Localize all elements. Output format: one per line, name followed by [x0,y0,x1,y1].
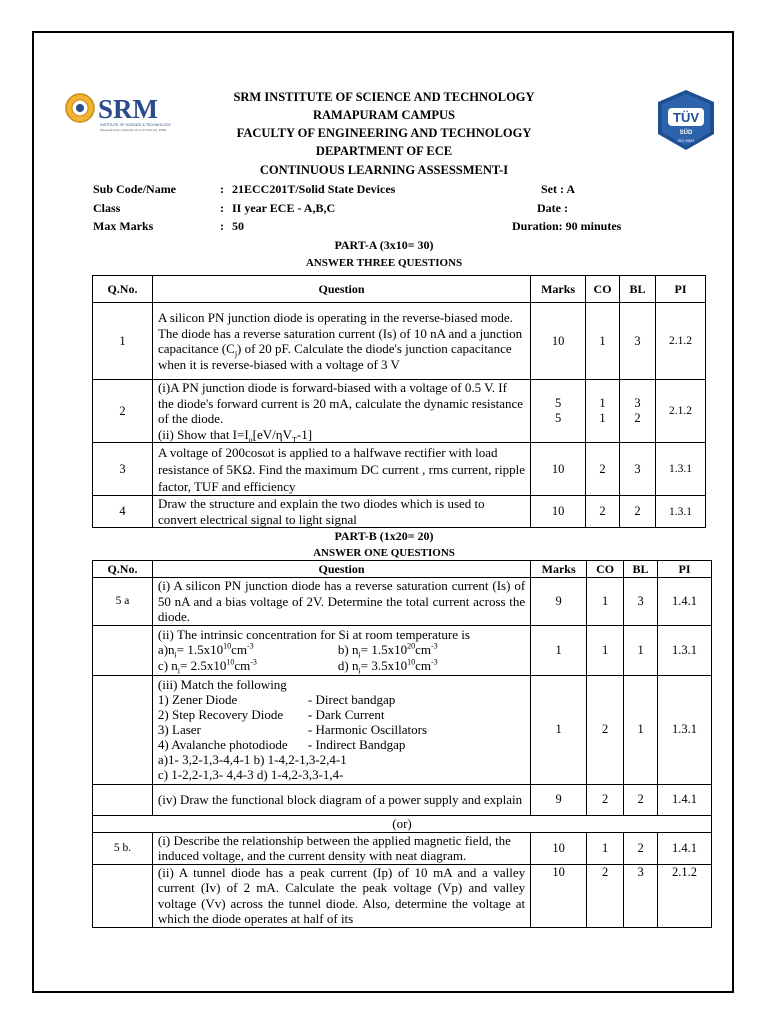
option-c [158,658,338,674]
header-marks: Marks [531,276,586,303]
class-value: II year ECE - A,B,C [232,201,336,215]
text-part: cm [234,657,251,673]
subscript: i [174,650,177,660]
table-header-row [93,561,712,578]
svg-text:(Deemed to be University u/s 3: (Deemed to be University u/s 3 of UGC Act, 1956) [100,128,167,132]
option-row [158,658,525,674]
superscript: 20 [407,641,416,651]
subscript: j [234,349,238,359]
co-cell: 1 [587,832,624,864]
class-colon: : [220,201,224,215]
table-row [93,380,706,443]
institute-name: SRM INSTITUTE OF SCIENCE AND TECHNOLOGY [233,90,535,104]
table-row [93,675,712,784]
match-left: 3) Laser [157,722,201,737]
co-cell [586,380,620,443]
question-cell [152,675,530,784]
part-b-table [92,560,712,928]
faculty-name: FACULTY OF ENGINEERING AND TECHNOLOGY [236,126,532,140]
marks-colon: : [220,219,224,233]
qno-cell: 5 b. [93,832,153,864]
match-right: - Indirect Bandgap [307,737,406,752]
header-marks: Marks [531,561,587,578]
bl-cell: 3 [620,303,656,380]
marks-cell: 10 [531,496,586,528]
header-question: Question [152,561,530,578]
part-b-title: PART-B (1x20= 20) [334,529,434,543]
question-text: (ii) The intrinsic concentration for Si at room temperature is [157,626,470,642]
text-part: cm [415,642,431,658]
co-cell: 1 [587,578,624,626]
table-row [93,784,712,815]
qno-cell [93,675,153,784]
bl-cell: 3 [620,443,656,496]
pi-cell: 1.4.1 [658,578,712,626]
option-row: c) 1-2,2-1,3- 4,4-3 d) 1-4,2-3,3-1,4- [157,767,344,782]
co-cell: 2 [586,496,620,528]
pi-cell: 1.4.1 [658,832,712,864]
marks-label: Max Marks [93,219,154,233]
marks-cell: 10 [531,832,587,864]
question-cell [152,303,530,380]
marks-value: 5 [554,411,562,425]
svg-text:SRM: SRM [98,94,158,124]
table-row [93,496,706,528]
marks-cell: 10 [531,443,586,496]
campus-name: RAMAPURAM CAMPUS [313,108,455,122]
qno-cell [93,864,153,927]
bl-cell: 2 [620,496,656,528]
bl-cell: 2 [624,784,658,815]
question-text: (iii) Match the following [157,677,287,692]
option-d [338,658,438,674]
qno-cell: 1 [93,303,153,380]
pi-cell: 2.1.2 [656,380,706,443]
marks-cell: 1 [531,675,587,784]
pi-cell: 1.3.1 [656,496,706,528]
match-row [158,707,525,722]
department-name: DEPARTMENT OF ECE [315,144,453,158]
sub-label: Sub Code/Name [93,182,177,196]
svg-text:INSTITUTE OF SCIENCE & TECHNOL: INSTITUTE OF SCIENCE & TECHNOLOGY [100,123,172,127]
question-cell: Draw the structure and explain the two diodes which is used to convert electrical signal to light signal [152,496,530,528]
bl-cell [620,380,656,443]
text-part: [eV/ηV [252,426,292,442]
assessment-title: CONTINUOUS LEARNING ASSESSMENT-I [259,163,509,177]
bl-cell: 3 [624,864,658,927]
or-row [93,815,712,832]
marks-cell: 1 [531,625,587,675]
qno-cell [93,784,153,815]
text-part: d) n [337,657,359,673]
header-pi: PI [656,276,706,303]
bl-cell: 3 [624,578,658,626]
svg-text:ISO 9001: ISO 9001 [677,138,695,143]
option-b [338,642,438,658]
pi-cell: 1.3.1 [658,675,712,784]
question-cell: (ii) A tunnel diode has a peak current (Ip) of 10 mA and a valley current (Iv) of 2 mA. Calculate the peak voltage (Vp) and valley voltage (Vv) across the tunnel diode. Also, determine the voltage at which the diode operates at half of its [152,864,530,927]
co-cell: 1 [586,303,620,380]
part-a-instruction: ANSWER THREE QUESTIONS [305,257,463,269]
bl-cell: 2 [624,832,658,864]
pi-cell: 2.1.2 [658,864,712,927]
text-part: cm [415,657,431,673]
marks-cell: 10 [531,303,586,380]
part-a-title: PART-A (3x10= 30) [334,238,434,252]
pi-cell: 1.3.1 [656,443,706,496]
marks-value: 50 [232,219,244,233]
table-row [93,864,712,927]
question-cell: (i) A silicon PN junction diode has a reverse saturation current (Is) of 50 nA and a bias voltage of 2V. Determine the total current across the diode. [152,578,530,626]
qno-cell: 5 a [93,578,153,626]
class-label: Class [93,201,121,215]
pi-cell: 1.3.1 [658,625,712,675]
header-pi: PI [658,561,712,578]
text-part: a)n [157,642,175,658]
superscript: -3 [247,641,254,651]
svg-text:TÜV: TÜV [673,110,699,125]
question-text [158,427,525,443]
match-left: 1) Zener Diode [157,692,238,707]
header-co: CO [587,561,624,578]
header-qno: Q.No. [93,276,153,303]
qno-cell: 4 [93,496,153,528]
text-part: = 1.5x10 [176,642,224,658]
marks-cell: 10 [531,864,587,927]
header-bl: BL [624,561,658,578]
bl-value: 3 [634,396,641,410]
marks-cell [531,380,586,443]
superscript: 10 [226,657,235,667]
header-question: Question [152,276,530,303]
co-cell: 1 [587,625,624,675]
co-cell: 2 [587,784,624,815]
co-value: 1 [599,411,606,425]
bl-cell: 1 [624,625,658,675]
table-row [93,578,712,626]
match-right: - Harmonic Oscillators [307,722,428,737]
superscript: -3 [250,657,257,667]
question-text: ) of 20 pF. Calculate the diode's junction capacitance when it is reverse-biased with a voltage of 3 V [157,341,512,372]
pi-cell: 2.1.2 [656,303,706,380]
marks-cell: 9 [531,578,587,626]
sub-value: 21ECC201T/Solid State Devices [232,182,396,196]
text-part: = 2.5x10 [180,657,227,673]
text-part: = 1.5x10 [360,642,408,658]
option-row [158,642,525,658]
set-label: Set : A [541,182,575,196]
table-row [93,625,712,675]
question-cell: (iv) Draw the functional block diagram of a power supply and explain [152,784,530,815]
superscript: 10 [223,641,232,651]
match-row [158,722,525,737]
marks-cell: 9 [531,784,587,815]
subscript: i [358,650,361,660]
text-part: c) n [157,657,178,673]
table-header-row [93,276,706,303]
marks-value: 5 [554,396,562,410]
header-bl: BL [620,276,656,303]
part-a-table [92,275,706,528]
co-cell: 2 [586,443,620,496]
match-left: 4) Avalanche photodiode [157,737,288,752]
or-separator: (or) [93,815,712,832]
subscript: i [177,666,181,676]
text-part: cm [231,642,247,658]
superscript: -3 [430,657,438,667]
question-cell: A voltage of 200cosωt is applied to a halfwave rectifier with load resistance of 5KΩ. Find the maximum DC current , rms current, ripple factor, TUF and efficiency [152,443,530,496]
bl-value: 2 [634,411,641,425]
subscript: o [248,435,253,445]
co-cell: 2 [587,864,624,927]
option-a [158,642,338,658]
question-text: (i)A PN junction diode is forward-biased with a voltage of 0.5 V. If the diode's forward current is 20 mA, calculate the dynamic resistance of the diode. [157,380,524,426]
bl-cell: 1 [624,675,658,784]
match-left: 2) Step Recovery Diode [157,707,284,722]
part-b-instruction: ANSWER ONE QUESTIONS [313,547,455,559]
co-cell: 2 [587,675,624,784]
superscript: -3 [430,641,438,651]
header-qno: Q.No. [93,561,153,578]
option-row: a)1- 3,2-1,3-4,4-1 b) 1-4,2-1,3-2,4-1 [157,752,347,767]
table-row [93,443,706,496]
pi-cell: 1.4.1 [658,784,712,815]
question-text: A silicon PN junction diode is operating in the reverse-biased mode. The diode has a reverse saturation current (Is) of 10 nA and a junction capacitance (C [157,310,523,356]
question-cell [152,625,530,675]
text-part: b) n [337,642,359,658]
sub-colon: : [220,182,224,196]
question-cell [152,380,530,443]
date-label: Date : [537,201,568,215]
header-co: CO [586,276,620,303]
svg-text:SÜD: SÜD [679,130,693,136]
subscript: T [291,435,297,445]
superscript: 10 [407,657,416,667]
match-right: - Direct bandgap [307,692,396,707]
match-row [158,737,525,752]
text-part: (ii) Show that I=I [157,426,249,442]
match-row [158,692,525,707]
table-row [93,832,712,864]
qno-cell [93,625,153,675]
qno-cell: 3 [93,443,153,496]
text-part: -1] [296,426,313,442]
table-row [93,303,706,380]
qno-cell: 2 [93,380,153,443]
duration-label: Duration: 90 minutes [512,219,622,233]
text-part: = 3.5x10 [360,657,408,673]
co-value: 1 [599,396,606,410]
question-cell: (i) Describe the relationship between the applied magnetic field, the induced voltage, and the current density with neat diagram. [152,832,530,864]
subscript: i [358,666,361,676]
match-right: - Dark Current [307,707,385,722]
